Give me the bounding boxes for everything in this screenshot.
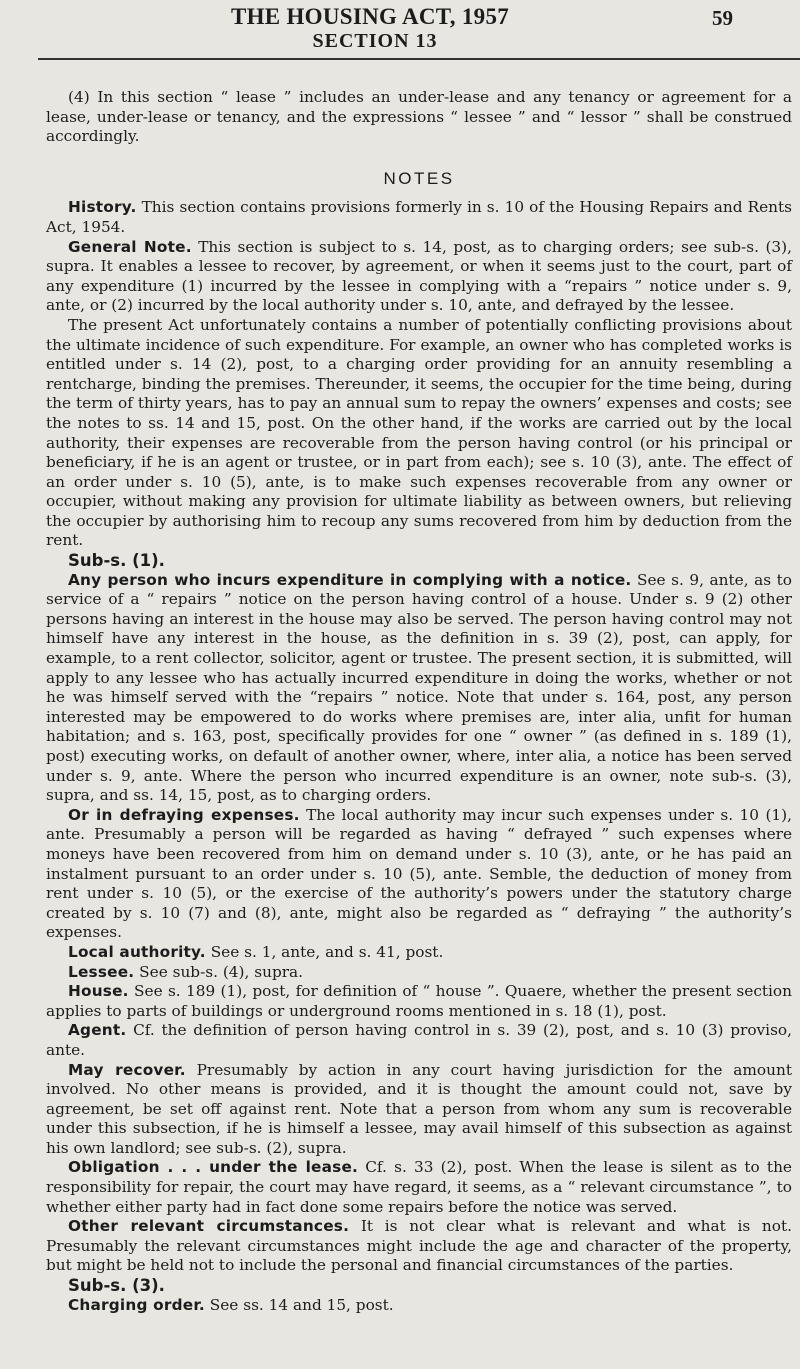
note-paragraph (46, 198, 792, 237)
note-text: The present Act unfortunately contains a number of potentially conflicting provisions about the ultimate incidence of such expenditure. For example, an owner who has completed works is entitled under s. 14 (2), post, to a charging order providing for an annuity resembling a rentcharge, binding the premises. Thereunder, it seems, the occupier for the time being, during the term of thirty years, has to pay an annual sum to repay the owners’ expenses and costs; see the notes to ss. 14 and 15, post. On the other hand, if the works are carried out by the local authority, their expenses are recoverable from the person having control (or his principal or beneficiary, if he is an agent or trustee, or in part from each); see s. 10 (3), ante. The effect of an order under s. 10 (5), ante, is to make such expenses recoverable from any owner or occupier, without making any provision for ultimate liability as between owners, but relieving the occupier by authorising him to recoup any sums recovered from him by deduction from the rent. (46, 315, 792, 550)
note-head: May recover. (68, 1060, 186, 1079)
note-paragraph (46, 316, 792, 551)
note-text: This section is subject to s. 14, post, as to charging orders; see sub-s. (3), supra. It enables a lessee to recover, by agreement, or when it seems just to the court, part of any expenditure (1) incurred by the lessee in complying with a “repairs ” notice under s. 9, ante, or (2) incurred by the local authority under s. 10, ante, and defrayed by the lessee. (46, 237, 792, 315)
note-paragraph (46, 1296, 792, 1316)
note-text: See s. 1, ante, and s. 41, post. (205, 942, 444, 961)
note-paragraph (46, 982, 792, 1021)
note-paragraph (46, 238, 792, 316)
note-head: History. (68, 198, 137, 217)
note-paragraph (46, 1061, 792, 1159)
page-body (46, 88, 792, 1315)
note-head: Or in defraying expenses. (68, 805, 300, 824)
header-rule (38, 58, 800, 60)
section-heading: SECTION 13 (312, 30, 438, 52)
note-text: This section contains provisions formerly in s. 10 of the Housing Repairs and Rents Act, 1954. (46, 198, 792, 236)
note-paragraph (46, 806, 792, 943)
note-head: Agent. (68, 1021, 127, 1040)
note-head: Local authority. (68, 942, 206, 961)
note-text: Cf. s. 33 (2), post. When the lease is silent as to the responsibility for repair, the court may have regard, it seems, as a “ relevant circumstance ”, to whether either party had in fact done some repairs before the notice was served. (46, 1158, 792, 1216)
note-paragraph (46, 1158, 792, 1217)
page-number: 59 (712, 6, 733, 30)
note-text: It is not clear what is relevant and what is not. Presumably the relevant circumstances might include the age and character of the property, but might be held not to include the personal and financial circumstances of the parties. (46, 1217, 792, 1275)
note-paragraph (46, 1021, 792, 1060)
subsection-heading: Sub-s. (3). (68, 1276, 165, 1296)
statute-subsection-4: (4) In this section “ lease ” includes an under-lease and any tenancy or agreement for a lease, under-lease or tenancy, and the expressions “ lessee ” and “ lessor ” shall be construed accordingly. (46, 88, 792, 146)
note-paragraph (46, 1217, 792, 1276)
note-head: House. (68, 982, 129, 1001)
note-head: Other relevant circumstances. (68, 1217, 350, 1236)
note-paragraph (46, 943, 792, 963)
note-text: See s. 189 (1), post, for definition of “ house ”. Quaere, whether the present section applies to parts of buildings or underground rooms mentioned in s. 18 (1), post. (46, 982, 792, 1020)
note-text: The local authority may incur such expenses under s. 10 (1), ante. Presumably a person will be regarded as having “ defrayed ” such expenses where moneys have been recovered from him on demand under s. 10 (3), ante, or he has paid an instalment pursuant to an order under s. 10 (5), ante. Semble, the deduction of money from rent under s. 10 (5), or the exercise of the authority’s powers under the statutory charge created by s. 10 (7) and (8), ante, might also be regarded as “ defraying ” the authority’s expenses. (46, 805, 792, 942)
note-text: Cf. the definition of person having control in s. 39 (2), post, and s. 10 (3) proviso, ante. (46, 1021, 792, 1059)
note-head: General Note. (68, 237, 192, 256)
note-paragraph (46, 571, 792, 806)
note-text: See s. 9, ante, as to service of a “ repairs ” notice on the person having control of a house. Under s. 9 (2) other persons having an interest in the house may also be served. The person having control may not himself have any interest in the house, as the definition in s. 39 (2), post, can apply, for example, to a rent collector, solicitor, agent or trustee. The present section, it is submitted, will apply to any lessee who has actually incurred expenditure in doing the works, whether or not he was himself served with the “repairs ” notice. Note that under s. 164, post, any person interested may be empowered to do works where premises are, inter alia, unfit for human habitation; and s. 163, post, specifically provides for one “ owner ” (as defined in s. 189 (1), post) executing works, on default of another owner, where, inter alia, a notice has been served under s. 9, ante. Where the person who incurred expenditure is an owner, note sub-s. (3), supra, and ss. 14, 15, post, as to charging orders. (46, 570, 792, 805)
note-text: See ss. 14 and 15, post. (204, 1295, 394, 1314)
note-head: Charging order. (68, 1295, 205, 1314)
running-head: THE HOUSING ACT, 1957 (230, 4, 510, 29)
notes-heading: NOTES (383, 168, 455, 188)
subsection-heading: Sub-s. (1). (68, 551, 165, 571)
note-text: Presumably by action in any court having jurisdiction for the amount involved. No other means is provided, and it is thought the amount could not, save by agreement, be set off against rent. Note that a person from whom any sum is recoverable under this subsection, if he is himself a lessee, may avail himself of this subsection as against his own landlord; see sub-s. (2), supra. (46, 1060, 792, 1157)
note-head: Lessee. (68, 962, 135, 981)
note-head: Obligation . . . under the lease. (68, 1158, 359, 1177)
note-head: Any person who incurs expenditure in complying with a notice. (68, 570, 632, 589)
note-paragraph (46, 963, 792, 983)
note-text: See sub-s. (4), supra. (134, 962, 304, 981)
